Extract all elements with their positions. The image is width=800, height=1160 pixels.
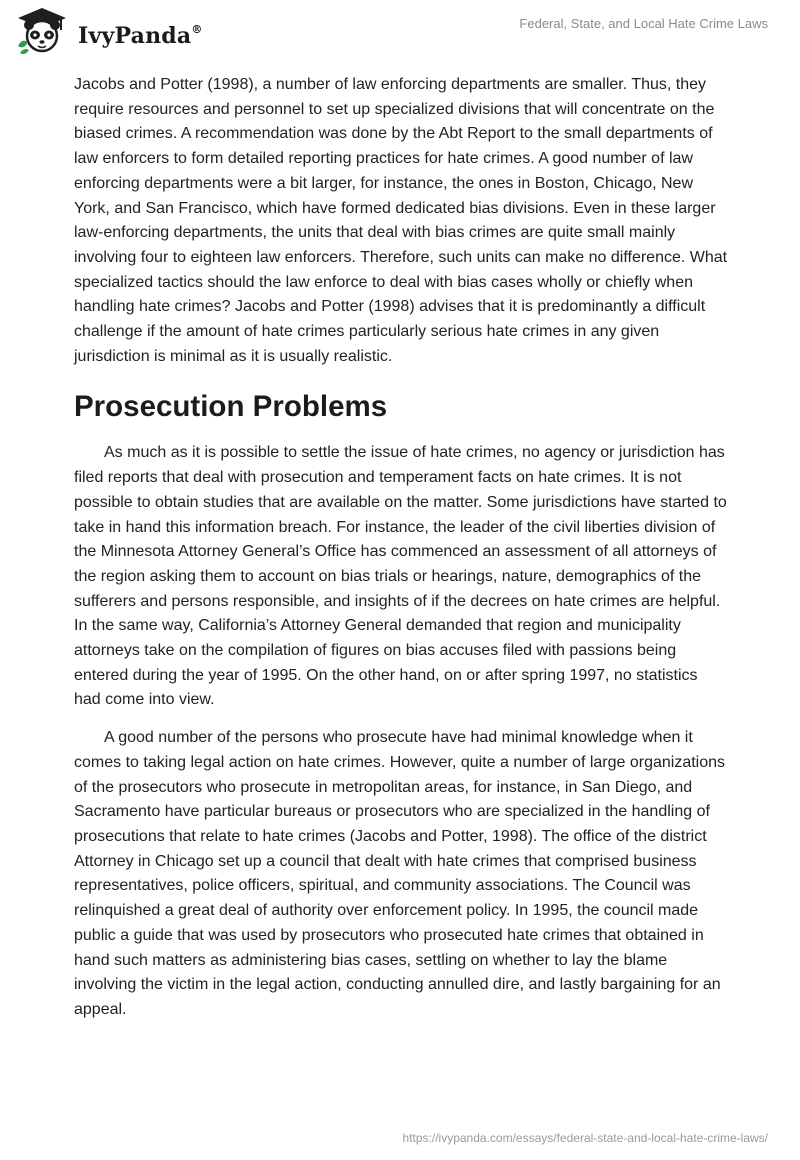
paragraph-2: As much as it is possible to settle the issue of hate crimes, no agency or jurisdiction has filed reports that deal with prosecution and temperament facts on hate crimes. It is not possible to obtain studies that are available on the matter. Some jurisdictions have started to take in hand this information breach. For instance, the leader of the civil liberties division of the Minnesota Attorney General’s Office has commenced an assessment of all attorneys of the region asking them to account on bias trials or hearings, nature, demographics of the sufferers and persons responsible, and insights of if the decrees on hate crimes are helpful. In the same way, California’s Attorney General demanded that region and municipality attorneys take on the compilation of figures on bias accuses filed with passions being entered during the year of 1995. On the other hand, on or after spring 1997, no statistics had come into view.: [74, 444, 727, 709]
registered-mark: ®: [191, 22, 203, 36]
source-url[interactable]: https://ivypanda.com/essays/federal-state-and-local-hate-crime-laws/: [402, 1131, 768, 1145]
brand-name: IvyPanda®: [78, 22, 203, 49]
paragraph-3: A good number of the persons who prosecute have had minimal knowledge when it comes to taking legal action on hate crimes. However, quite a number of large organizations of the prosecutors who prosecute in metropolitan areas, for instance, in San Diego, and Sacramento have particular bureaus or prosecutors who are specialized in the handling of prosecutions that relate to hate crimes (Jacobs and Potter, 1998). The office of the district Attorney in Chicago set up a council that dealt with hate crimes that comprised business representatives, police officers, spiritual, and community associations. The Council was relinquished a great deal of authority over enforcement policy. In 1995, the council made public a guide that was used by prosecutors who prosecuted hate crimes that obtained in hand such matters as administering bias cases, settling on whether to lay the blame involving the victim in the legal action, conducting annulled dire, and lastly bargaining for an appeal.: [74, 729, 726, 1018]
document-title: Federal, State, and Local Hate Crime Laws: [519, 16, 768, 31]
section-heading: Prosecution Problems: [74, 390, 388, 424]
panda-graduation-cap-icon: [14, 6, 70, 58]
intro-paragraph: Jacobs and Potter (1998), a number of law enforcing departments are smaller. Thus, they require resources and personnel to set up specialized divisions that will concentrate on the biased crimes. A recommendation was done by the Abt Report to the small departments of law enforcers to form detailed reporting practices for hate crimes. A good number of law enforcing departments were a bit larger, for instance, the ones in Boston, Chicago, New York, and San Francisco, which have formed dedicated bias divisions. Even in these larger law-enforcing departments, the units that deal with bias crimes are quite small mainly involving four to eighteen law enforcers. Therefore, such units can make no difference. What specialized tactics should the law enforce to deal with bias cases wholly or chiefly when handling hate crimes? Jacobs and Potter (1998) advises that it is predominantly a difficult challenge if the amount of hate crimes particularly serious hate crimes in any given jurisdiction is minimal as it is usually realistic.: [74, 76, 728, 365]
ivypanda-logo[interactable]: [14, 6, 203, 58]
essay-body: [74, 70, 728, 1023]
page-header: [0, 0, 800, 70]
